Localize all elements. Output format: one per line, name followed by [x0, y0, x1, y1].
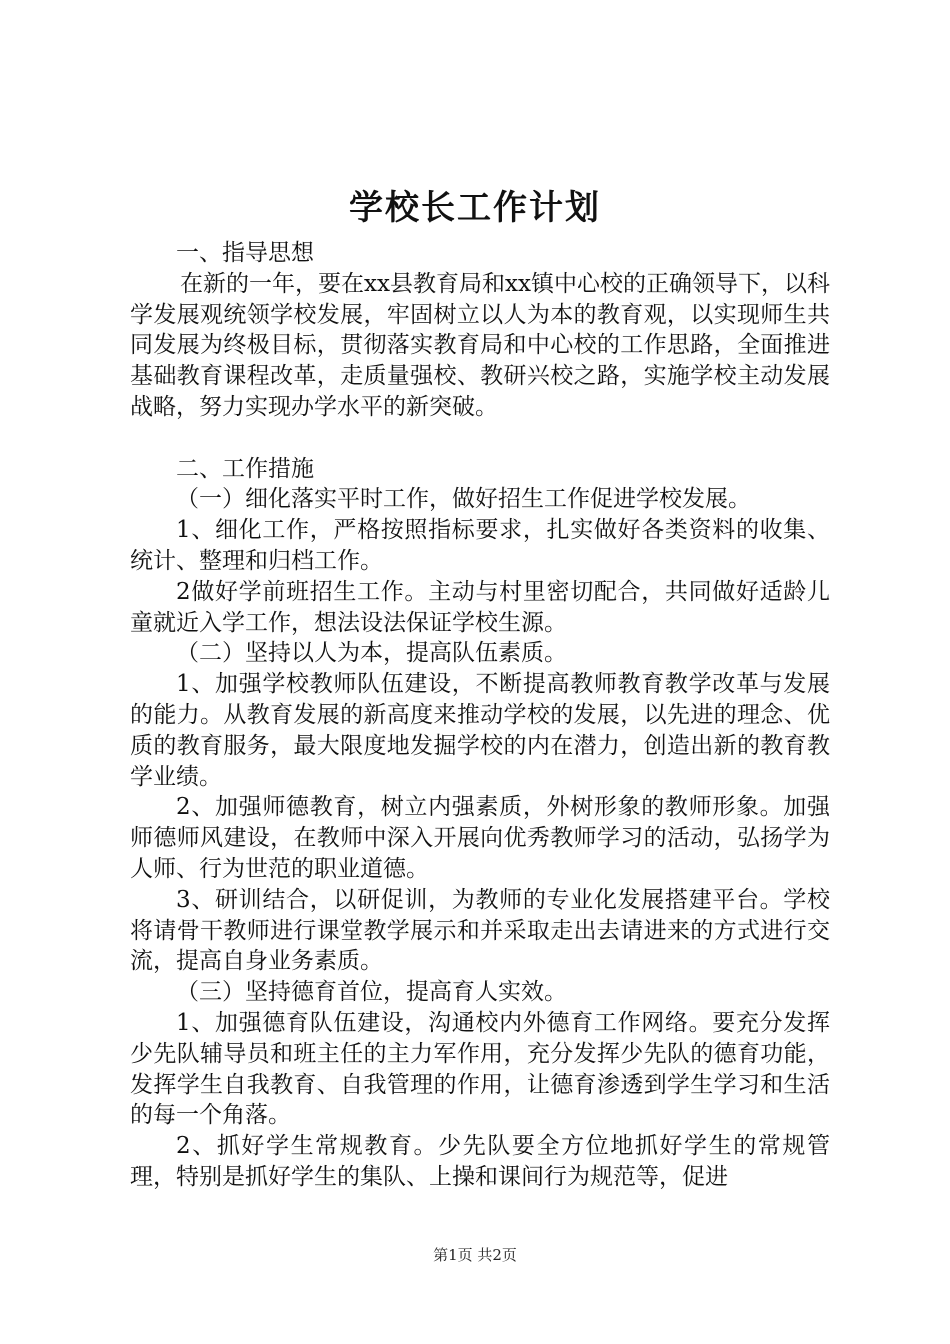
paragraph-2-3: 3、研训结合，以研促训，为教师的专业化发展搭建平台。学校将请骨干教师进行课堂教学展示和并采取走出去请进来的方式进行交流，提高自身业务素质。 — [130, 886, 830, 975]
section-heading-guiding-ideology: 一、指导思想 — [176, 240, 314, 266]
subheading-3: （三）坚持德育首位，提高育人实效。 — [176, 979, 567, 1006]
paragraph-3-1: 1、加强德育队伍建设，沟通校内外德育工作网络。要充分发挥少先队辅导员和班主任的主力军作用，充分发挥少先队的德育功能，发挥学生自我教育、自我管理的作用，让德育渗透到学生学习和生活的每一个角落。 — [130, 1009, 830, 1129]
paragraph-2-1: 1、加强学校教师队伍建设，不断提高教师教育教学改革与发展的能力。从教育发展的新高度来推动学校的发展，以先进的理念、优质的教育服务，最大限度地发掘学校的内在潜力，创造出新的教育教学业绩。 — [130, 671, 830, 790]
document-body — [130, 238, 830, 1193]
paragraph-3-2: 2、抓好学生常规教育。少先队要全方位地抓好学生的常规管理，特别是抓好学生的集队、上操和课间行为规范等，促进 — [130, 1133, 830, 1190]
paragraph-1-2: 2做好学前班招生工作。主动与村里密切配合，共同做好适龄儿童就近入学工作，想法设法保证学校生源。 — [130, 578, 830, 636]
document-title: 学校长工作计划 — [349, 188, 601, 228]
paragraph-spacer — [130, 423, 830, 454]
subheading-2: （二）坚持以人为本，提高队伍素质。 — [176, 640, 567, 667]
paragraph-guiding-ideology: 在新的一年，要在xx县教育局和xx镇中心校的正确领导下，以科学发展观统领学校发展，牢固树立以人为本的教育观，以实现师生共同发展为终极目标，贯彻落实教育局和中心校的工作思路，全面推进基础教育课程改革，走质量强校、教研兴校之路，实施学校主动发展战略，努力实现办学水平的新突破。 — [130, 270, 830, 420]
paragraph-2-2: 2、加强师德教育，树立内强素质，外树形象的教师形象。加强师德师风建设，在教师中深入开展向优秀教师学习的活动，弘扬学为人师、行为世范的职业道德。 — [130, 794, 830, 882]
subheading-1: （一）细化落实平时工作，做好招生工作促进学校发展。 — [176, 486, 751, 513]
paragraph-1-1: 1、细化工作，严格按照指标要求，扎实做好各类资料的收集、统计、整理和归档工作。 — [130, 517, 830, 574]
section-heading-work-measures: 二、工作措施 — [176, 455, 314, 482]
page-footer: 第1页 共2页 — [433, 1246, 517, 1264]
